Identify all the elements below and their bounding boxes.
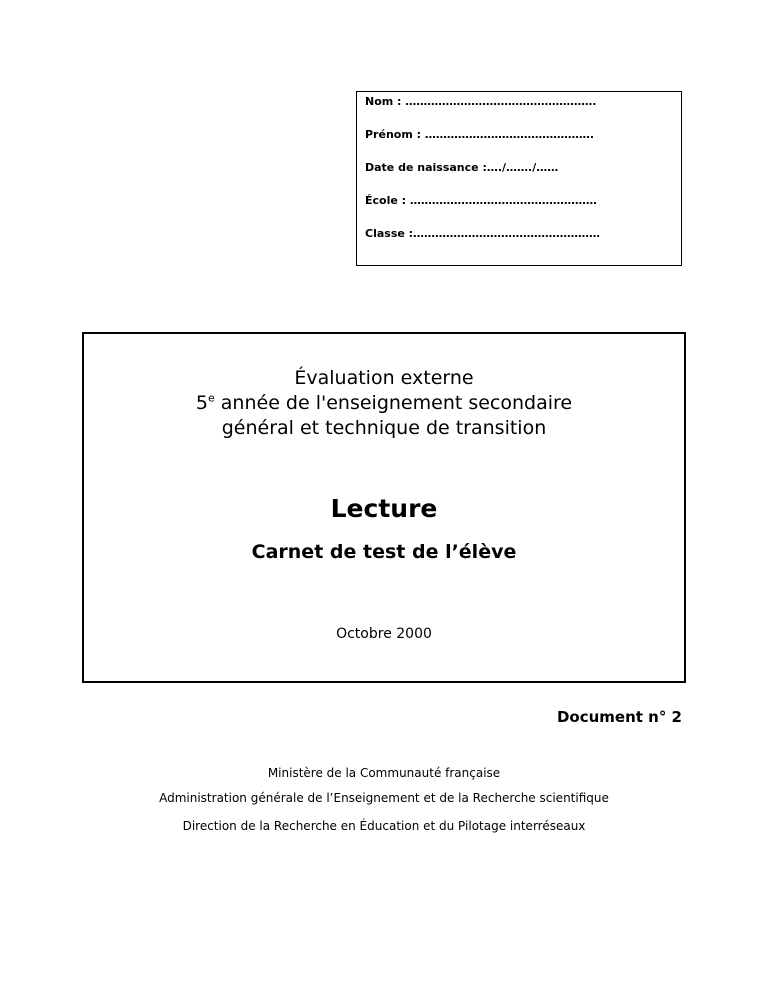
institution-line-3: Direction de la Recherche en Éducation et du Pilotage interréseaux	[182, 819, 586, 833]
document-number: Document n° 2	[556, 708, 682, 726]
grade-number: 5	[195, 392, 208, 414]
title-frame	[82, 332, 686, 683]
test-date: Octobre 2000	[336, 626, 432, 642]
evaluation-title	[84, 366, 684, 441]
first-name-field[interactable]: Prénom : ……………………………………….	[365, 128, 595, 141]
evaluation-title-line-3: général et technique de transition	[221, 417, 547, 439]
subject-heading: Lecture	[330, 494, 438, 523]
birth-date-field[interactable]: Date de naissance :…./……./……	[365, 161, 559, 174]
grade-description: année de l'enseignement secondaire	[214, 392, 573, 414]
evaluation-title-line-1: Évaluation externe	[294, 367, 474, 389]
institution-line-1: Ministère de la Communauté française	[267, 766, 501, 780]
school-field[interactable]: École : ……………………………………………	[365, 194, 597, 207]
booklet-heading: Carnet de test de l’élève	[251, 541, 517, 563]
class-field[interactable]: Classe :……………………………………………	[365, 227, 601, 240]
grade-ordinal-superscript: e	[207, 391, 215, 405]
institution-line-2: Administration générale de l’Enseignement et de la Recherche scientifique	[159, 791, 609, 805]
student-identification-box	[356, 91, 682, 266]
name-field[interactable]: Nom : …………………………………………….	[365, 95, 597, 108]
evaluation-title-line-2	[84, 391, 684, 416]
